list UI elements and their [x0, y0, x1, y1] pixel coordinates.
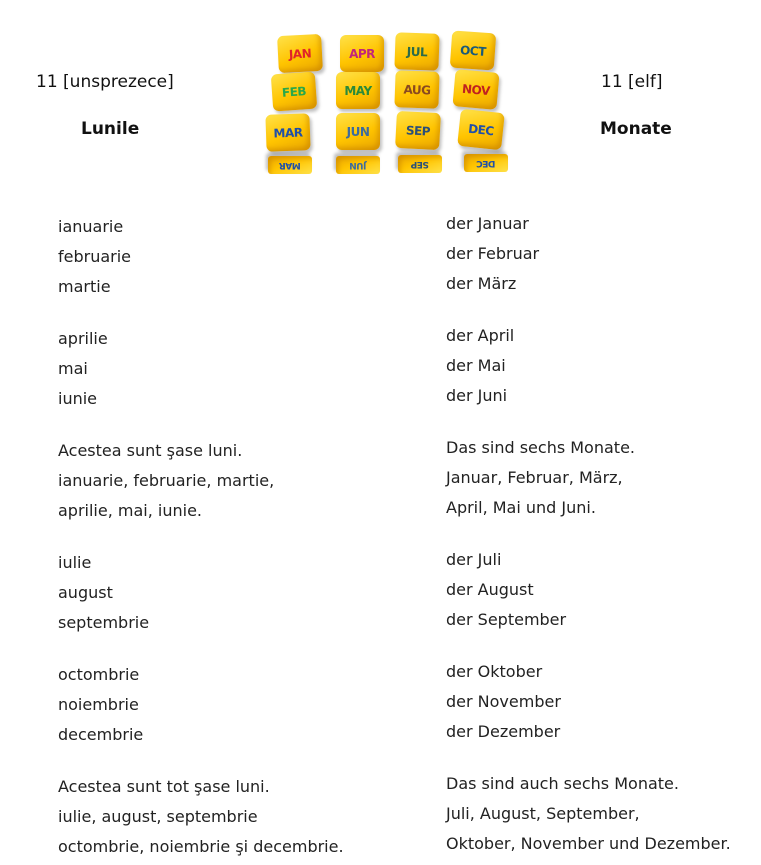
ro-block-6: [58, 772, 344, 862]
ro-line: septembrie: [58, 613, 150, 632]
ro-line: martie: [58, 277, 111, 296]
de-line: Juli, August, September,: [446, 804, 640, 823]
de-block-3: [446, 433, 635, 523]
de-line: Januar, Februar, März,: [446, 468, 623, 487]
de-line: der April: [446, 326, 515, 345]
de-line: der August: [446, 580, 534, 599]
cube-mar-flipped: MAR: [268, 156, 312, 174]
lesson-number-ro: 11 [unsprezece]: [36, 72, 174, 92]
de-line: Oktober, November und Dezember.: [446, 834, 731, 853]
ro-line: Acestea sunt şase luni.: [58, 441, 243, 460]
ro-line: noiembrie: [58, 695, 139, 714]
cube-mar: MAR: [265, 113, 310, 152]
ro-line: iunie: [58, 389, 98, 408]
cube-jul: JUL: [394, 32, 439, 71]
de-block-1: [446, 209, 539, 299]
cube-nov: NOV: [452, 69, 499, 110]
de-line: April, Mai und Juni.: [446, 498, 596, 517]
cube-sep-flipped: SEP: [398, 155, 442, 173]
lesson-title-de: Monate: [600, 119, 672, 139]
de-line: der Februar: [446, 244, 540, 263]
ro-block-1: [58, 212, 131, 302]
ro-line: iulie, august, septembrie: [58, 807, 258, 826]
ro-line: februarie: [58, 247, 132, 266]
cube-apr: APR: [340, 35, 384, 72]
de-block-2: [446, 321, 514, 411]
cube-jan: JAN: [277, 34, 323, 73]
ro-line: Acestea sunt tot şase luni.: [58, 777, 270, 796]
ro-line: august: [58, 583, 113, 602]
cube-may: MAY: [336, 72, 380, 109]
ro-line: aprilie, mai, iunie.: [58, 501, 202, 520]
month-cubes-image: [262, 30, 520, 180]
ro-block-2: [58, 324, 108, 414]
ro-line: ianuarie: [58, 217, 124, 236]
lesson-number-de: 11 [elf]: [601, 72, 663, 92]
ro-block-4: [58, 548, 149, 638]
cube-dec-flipped: DEC: [464, 154, 508, 172]
de-block-6: [446, 769, 731, 859]
de-line: Das sind auch sechs Monate.: [446, 774, 679, 793]
ro-line: aprilie: [58, 329, 108, 348]
ro-line: decembrie: [58, 725, 144, 744]
de-line: der Juli: [446, 550, 502, 569]
de-line: Das sind sechs Monate.: [446, 438, 635, 457]
ro-line: octombrie: [58, 665, 140, 684]
ro-line: mai: [58, 359, 88, 378]
cube-feb: FEB: [271, 72, 317, 112]
ro-block-5: [58, 660, 143, 750]
ro-line: octombrie, noiembrie şi decembrie.: [58, 837, 344, 856]
de-line: der Januar: [446, 214, 529, 233]
cube-sep: SEP: [395, 111, 441, 150]
cube-jun-flipped: JUN: [336, 156, 380, 174]
cube-jun: JUN: [336, 113, 380, 150]
de-line: der März: [446, 274, 517, 293]
cube-aug: AUG: [394, 70, 439, 109]
cube-oct: OCT: [450, 31, 496, 71]
ro-line: ianuarie, februarie, martie,: [58, 471, 275, 490]
ro-block-3: [58, 436, 274, 526]
de-line: der Oktober: [446, 662, 543, 681]
de-block-4: [446, 545, 566, 635]
de-line: der September: [446, 610, 567, 629]
de-line: der November: [446, 692, 561, 711]
cube-dec: DEC: [457, 109, 505, 150]
ro-line: iulie: [58, 553, 92, 572]
de-block-5: [446, 657, 561, 747]
de-line: der Mai: [446, 356, 506, 375]
de-line: der Juni: [446, 386, 508, 405]
lesson-title-ro: Lunile: [81, 119, 140, 139]
de-line: der Dezember: [446, 722, 561, 741]
